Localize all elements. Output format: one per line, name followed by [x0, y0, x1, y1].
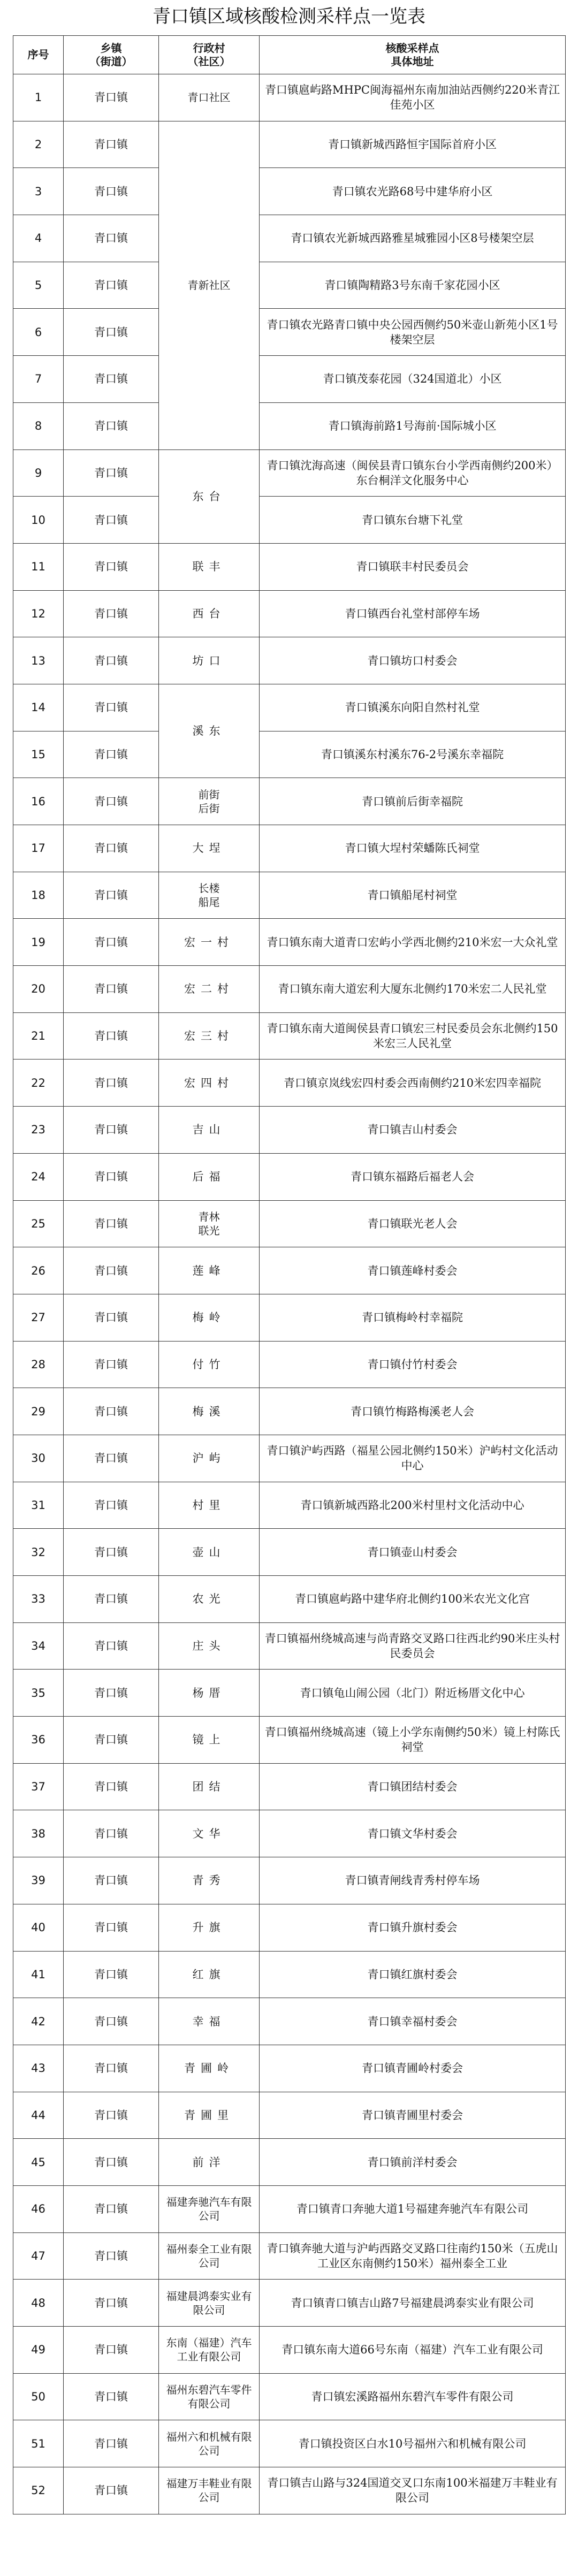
row-seq: 5 [13, 262, 64, 309]
row-village: 东台 [159, 449, 260, 543]
row-village: 青圃岭 [159, 2045, 260, 2092]
row-site-address: 青口镇吉山路与324国道交叉口东南100米福建万丰鞋业有限公司 [260, 2467, 566, 2514]
row-town: 青口镇 [64, 731, 159, 778]
row-town: 青口镇 [64, 2280, 159, 2327]
table-row [13, 731, 566, 778]
header-row [13, 36, 566, 74]
row-seq: 21 [13, 1012, 64, 1060]
table-row [13, 449, 566, 497]
row-village: 联丰 [159, 543, 260, 590]
table-row [13, 1810, 566, 1857]
row-village: 宏二村 [159, 966, 260, 1013]
row-town: 青口镇 [64, 168, 159, 215]
row-seq: 29 [13, 1388, 64, 1435]
table-row [13, 2327, 566, 2374]
row-site-address: 青口镇宏溪路福州东碧汽车零件有限公司 [260, 2373, 566, 2420]
table-row [13, 825, 566, 872]
row-village: 宏一村 [159, 919, 260, 966]
table-row [13, 1341, 566, 1388]
row-site-address: 青口镇沪屿西路（福星公园北侧约150米）沪屿村文化活动中心 [260, 1435, 566, 1482]
table-row [13, 168, 566, 215]
row-town: 青口镇 [64, 497, 159, 544]
row-town: 青口镇 [64, 1951, 159, 1998]
row-site-address: 青口镇联光老人会 [260, 1200, 566, 1247]
table-row [13, 1576, 566, 1623]
row-town: 青口镇 [64, 543, 159, 590]
row-seq: 4 [13, 215, 64, 262]
row-seq: 24 [13, 1153, 64, 1200]
row-village: 村里 [159, 1482, 260, 1529]
row-seq: 30 [13, 1435, 64, 1482]
table-row [13, 1717, 566, 1764]
row-site-address: 青口镇扈屿路中建华府北侧约100米农光文化宫 [260, 1576, 566, 1623]
header-town-line-1: 乡镇 [100, 41, 122, 55]
header-village [159, 36, 260, 74]
table-row [13, 74, 566, 121]
row-site-address: 青口镇付竹村委会 [260, 1341, 566, 1388]
row-village: 农光 [159, 1576, 260, 1623]
row-site-address: 青口镇龟山闹公园（北门）附近杨厝文化中心 [260, 1670, 566, 1717]
row-village: 青圃里 [159, 2092, 260, 2139]
row-seq: 28 [13, 1341, 64, 1388]
row-site-address: 青口镇幸福村委会 [260, 1998, 566, 2045]
header-seq-line: 序号 [27, 48, 49, 61]
row-village: 吉山 [159, 1107, 260, 1154]
table-row [13, 1247, 566, 1294]
row-town: 青口镇 [64, 1435, 159, 1482]
row-village: 庄头 [159, 1622, 260, 1670]
table-row [13, 1763, 566, 1810]
header-site-line-2: 具体地址 [391, 55, 434, 68]
row-seq: 48 [13, 2280, 64, 2327]
row-village: 杨厝 [159, 1670, 260, 1717]
row-seq: 40 [13, 1904, 64, 1951]
row-town: 青口镇 [64, 1904, 159, 1951]
header-site [260, 36, 566, 74]
row-site-address: 青口镇福州绕城高速与尚青路交叉路口往西北约90米庄头村民委员会 [260, 1622, 566, 1670]
row-town: 青口镇 [64, 1200, 159, 1247]
table-row [13, 684, 566, 731]
row-site-address: 青口镇海前路1号海前·国际城小区 [260, 402, 566, 449]
row-town: 青口镇 [64, 1247, 159, 1294]
row-site-address: 青口镇升旗村委会 [260, 1904, 566, 1951]
row-seq: 44 [13, 2092, 64, 2139]
row-village: 付竹 [159, 1341, 260, 1388]
row-town: 青口镇 [64, 215, 159, 262]
table-row [13, 872, 566, 919]
row-village: 镜上 [159, 1717, 260, 1764]
row-town: 青口镇 [64, 2327, 159, 2374]
row-village: 沪屿 [159, 1435, 260, 1482]
row-town: 青口镇 [64, 1857, 159, 1904]
row-town: 青口镇 [64, 966, 159, 1013]
table-row [13, 262, 566, 309]
row-town: 青口镇 [64, 262, 159, 309]
row-site-address: 青口镇农光路青口镇中央公园西侧约50米壶山新苑小区1号楼架空层 [260, 309, 566, 356]
row-seq: 22 [13, 1060, 64, 1107]
table-row [13, 1529, 566, 1576]
header-village-line-1: 行政村 [193, 41, 225, 55]
row-site-address: 青口镇新城西路恒宇国际首府小区 [260, 121, 566, 168]
row-site-address: 青口镇东南大道宏利大厦东北侧约170米宏二人民礼堂 [260, 966, 566, 1013]
row-town: 青口镇 [64, 590, 159, 637]
row-seq: 7 [13, 356, 64, 403]
row-seq: 14 [13, 684, 64, 731]
row-town: 青口镇 [64, 637, 159, 684]
row-seq: 49 [13, 2327, 64, 2374]
row-seq: 31 [13, 1482, 64, 1529]
row-village: 红旗 [159, 1951, 260, 1998]
row-village: 宏三村 [159, 1012, 260, 1060]
row-site-address: 青口镇新城西路北200米村里村文化活动中心 [260, 1482, 566, 1529]
row-town: 青口镇 [64, 2232, 159, 2280]
document-title: 青口镇区域核酸检测采样点一览表 [153, 6, 425, 27]
table-row [13, 309, 566, 356]
table-row [13, 2045, 566, 2092]
table-row [13, 1153, 566, 1200]
table-row [13, 402, 566, 449]
row-town: 青口镇 [64, 121, 159, 168]
row-town: 青口镇 [64, 1576, 159, 1623]
row-site-address: 青口镇大埕村荣蟠陈氏祠堂 [260, 825, 566, 872]
row-seq: 11 [13, 543, 64, 590]
row-site-address: 青口镇茂泰花园（324国道北）小区 [260, 356, 566, 403]
row-town: 青口镇 [64, 309, 159, 356]
row-seq: 23 [13, 1107, 64, 1154]
row-site-address: 青口镇青闸线青秀村停车场 [260, 1857, 566, 1904]
table-row [13, 590, 566, 637]
row-site-address: 青口镇奔驰大道与沪屿西路交叉路口往南约150米（五虎山工业区东南侧约150米）福州泰全工业 [260, 2232, 566, 2280]
row-site-address: 青口镇东南大道青口宏屿小学西北侧约210米宏一大众礼堂 [260, 919, 566, 966]
row-seq: 19 [13, 919, 64, 966]
row-village: 东南（福建）汽车工业有限公司 [159, 2327, 260, 2374]
table-row [13, 356, 566, 403]
row-town: 青口镇 [64, 2045, 159, 2092]
row-village: 幸福 [159, 1998, 260, 2045]
row-town: 青口镇 [64, 2139, 159, 2186]
row-town: 青口镇 [64, 74, 159, 121]
row-town: 青口镇 [64, 2092, 159, 2139]
row-site-address: 青口镇梅岭村幸福院 [260, 1294, 566, 1341]
row-village: 青林 联光 [159, 1200, 260, 1247]
table-row [13, 637, 566, 684]
row-seq: 12 [13, 590, 64, 637]
row-seq: 41 [13, 1951, 64, 1998]
row-site-address: 青口镇壶山村委会 [260, 1529, 566, 1576]
row-seq: 38 [13, 1810, 64, 1857]
row-site-address: 青口镇前洋村委会 [260, 2139, 566, 2186]
row-village: 壶山 [159, 1529, 260, 1576]
row-village: 梅岭 [159, 1294, 260, 1341]
row-town: 青口镇 [64, 1388, 159, 1435]
row-site-address: 青口镇东福路后福老人会 [260, 1153, 566, 1200]
row-site-address: 青口镇坊口村委会 [260, 637, 566, 684]
row-seq: 32 [13, 1529, 64, 1576]
row-seq: 1 [13, 74, 64, 121]
row-village: 长楼 船尾 [159, 872, 260, 919]
row-town: 青口镇 [64, 1622, 159, 1670]
row-village: 青新社区 [159, 121, 260, 449]
row-town: 青口镇 [64, 2420, 159, 2467]
row-town: 青口镇 [64, 919, 159, 966]
header-town-line-2: （街道） [89, 55, 133, 68]
row-site-address: 青口镇东台塘下礼堂 [260, 497, 566, 544]
row-town: 青口镇 [64, 684, 159, 731]
sampling-sites-table [13, 35, 566, 2514]
row-seq: 8 [13, 402, 64, 449]
row-site-address: 青口镇投资区白水10号福州六和机械有限公司 [260, 2420, 566, 2467]
row-village: 宏四村 [159, 1060, 260, 1107]
row-town: 青口镇 [64, 1670, 159, 1717]
table-row [13, 1060, 566, 1107]
row-seq: 35 [13, 1670, 64, 1717]
row-seq: 13 [13, 637, 64, 684]
row-site-address: 青口镇溪东向阳自然村礼堂 [260, 684, 566, 731]
row-village: 团结 [159, 1763, 260, 1810]
table-row [13, 2280, 566, 2327]
row-site-address: 青口镇船尾村祠堂 [260, 872, 566, 919]
row-seq: 39 [13, 1857, 64, 1904]
table-row [13, 1200, 566, 1247]
row-seq: 20 [13, 966, 64, 1013]
row-site-address: 青口镇青圃里村委会 [260, 2092, 566, 2139]
row-seq: 9 [13, 449, 64, 497]
table-row [13, 1012, 566, 1060]
row-town: 青口镇 [64, 356, 159, 403]
row-seq: 26 [13, 1247, 64, 1294]
row-town: 青口镇 [64, 402, 159, 449]
row-site-address: 青口镇京岚线宏四村委会西南侧约210米宏四幸福院 [260, 1060, 566, 1107]
row-town: 青口镇 [64, 1107, 159, 1154]
row-town: 青口镇 [64, 1998, 159, 2045]
row-site-address: 青口镇扈屿路MHPC闽海福州东南加油站西侧约220米青江佳苑小区 [260, 74, 566, 121]
row-seq: 51 [13, 2420, 64, 2467]
row-site-address: 青口镇东南大道66号东南（福建）汽车工业有限公司 [260, 2327, 566, 2374]
row-town: 青口镇 [64, 1529, 159, 1576]
table-row [13, 1388, 566, 1435]
row-village: 梅溪 [159, 1388, 260, 1435]
row-village: 前洋 [159, 2139, 260, 2186]
row-village: 溪东 [159, 684, 260, 778]
row-site-address: 青口镇沈海高速（闽侯县青口镇东台小学西南侧约200米）东台桐洋文化服务中心 [260, 449, 566, 497]
row-seq: 15 [13, 731, 64, 778]
table-row [13, 2420, 566, 2467]
row-seq: 52 [13, 2467, 64, 2514]
table-row [13, 543, 566, 590]
row-town: 青口镇 [64, 825, 159, 872]
row-site-address: 青口镇青圃岭村委会 [260, 2045, 566, 2092]
row-site-address: 青口镇青口奔驰大道1号福建奔驰汽车有限公司 [260, 2185, 566, 2232]
table-row [13, 966, 566, 1013]
row-site-address: 青口镇红旗村委会 [260, 1951, 566, 1998]
table-row [13, 2092, 566, 2139]
row-town: 青口镇 [64, 1482, 159, 1529]
header-site-line-1: 核酸采样点 [385, 41, 439, 55]
table-row [13, 2185, 566, 2232]
row-seq: 46 [13, 2185, 64, 2232]
row-town: 青口镇 [64, 1060, 159, 1107]
table-row [13, 1998, 566, 2045]
row-village: 前街 后街 [159, 778, 260, 825]
row-village: 升旗 [159, 1904, 260, 1951]
row-village: 福建奔驰汽车有限公司 [159, 2185, 260, 2232]
row-town: 青口镇 [64, 1012, 159, 1060]
row-site-address: 青口镇莲峰村委会 [260, 1247, 566, 1294]
table-row [13, 2232, 566, 2280]
table-row [13, 2139, 566, 2186]
row-seq: 27 [13, 1294, 64, 1341]
row-site-address: 青口镇团结村委会 [260, 1763, 566, 1810]
row-town: 青口镇 [64, 1810, 159, 1857]
table-row [13, 1622, 566, 1670]
row-village: 福建万丰鞋业有限公司 [159, 2467, 260, 2514]
row-village: 后福 [159, 1153, 260, 1200]
row-seq: 34 [13, 1622, 64, 1670]
table-row [13, 1107, 566, 1154]
row-village: 青秀 [159, 1857, 260, 1904]
row-village: 西台 [159, 590, 260, 637]
row-town: 青口镇 [64, 2373, 159, 2420]
table-row [13, 1294, 566, 1341]
table-row [13, 1482, 566, 1529]
row-seq: 25 [13, 1200, 64, 1247]
row-site-address: 青口镇西台礼堂村部停车场 [260, 590, 566, 637]
row-seq: 36 [13, 1717, 64, 1764]
row-village: 青口社区 [159, 74, 260, 121]
row-seq: 16 [13, 778, 64, 825]
row-site-address: 青口镇溪东村溪东76-2号溪东幸福院 [260, 731, 566, 778]
row-site-address: 青口镇农光新城西路雅星城雅园小区8号楼架空层 [260, 215, 566, 262]
table-row [13, 215, 566, 262]
row-town: 青口镇 [64, 1717, 159, 1764]
row-site-address: 青口镇青口镇吉山路7号福建晨鸿泰实业有限公司 [260, 2280, 566, 2327]
row-village: 福建晨鸿泰实业有限公司 [159, 2280, 260, 2327]
row-site-address: 青口镇联丰村民委员会 [260, 543, 566, 590]
row-town: 青口镇 [64, 1153, 159, 1200]
row-seq: 43 [13, 2045, 64, 2092]
table-row [13, 778, 566, 825]
row-village: 福州六和机械有限公司 [159, 2420, 260, 2467]
header-town [64, 36, 159, 74]
row-site-address: 青口镇福州绕城高速（镜上小学东南侧约50米）镜上村陈氏祠堂 [260, 1717, 566, 1764]
row-seq: 10 [13, 497, 64, 544]
row-town: 青口镇 [64, 778, 159, 825]
table-row [13, 1435, 566, 1482]
table-row [13, 121, 566, 168]
row-seq: 50 [13, 2373, 64, 2420]
row-town: 青口镇 [64, 1763, 159, 1810]
table-row [13, 1904, 566, 1951]
row-seq: 2 [13, 121, 64, 168]
row-village: 文华 [159, 1810, 260, 1857]
row-seq: 33 [13, 1576, 64, 1623]
row-village: 莲峰 [159, 1247, 260, 1294]
row-seq: 17 [13, 825, 64, 872]
table-row [13, 2467, 566, 2514]
row-site-address: 青口镇前后街幸福院 [260, 778, 566, 825]
header-seq [13, 36, 64, 74]
table-row [13, 1670, 566, 1717]
table-row [13, 919, 566, 966]
row-village: 福州泰全工业有限公司 [159, 2232, 260, 2280]
row-seq: 37 [13, 1763, 64, 1810]
row-village: 坊口 [159, 637, 260, 684]
header-village-line-2: （社区） [187, 55, 231, 68]
row-town: 青口镇 [64, 872, 159, 919]
table-row [13, 1857, 566, 1904]
row-seq: 45 [13, 2139, 64, 2186]
table-row [13, 1951, 566, 1998]
row-site-address: 青口镇农光路68号中建华府小区 [260, 168, 566, 215]
row-site-address: 青口镇文华村委会 [260, 1810, 566, 1857]
row-town: 青口镇 [64, 449, 159, 497]
row-seq: 6 [13, 309, 64, 356]
row-village: 大埕 [159, 825, 260, 872]
row-seq: 18 [13, 872, 64, 919]
row-town: 青口镇 [64, 2185, 159, 2232]
row-seq: 3 [13, 168, 64, 215]
row-seq: 42 [13, 1998, 64, 2045]
table-row [13, 497, 566, 544]
row-village: 福州东碧汽车零件有限公司 [159, 2373, 260, 2420]
row-site-address: 青口镇东南大道闽侯县青口镇宏三村民委员会东北侧约150米宏三人民礼堂 [260, 1012, 566, 1060]
row-site-address: 青口镇竹梅路梅溪老人会 [260, 1388, 566, 1435]
row-town: 青口镇 [64, 1341, 159, 1388]
row-town: 青口镇 [64, 1294, 159, 1341]
row-town: 青口镇 [64, 2467, 159, 2514]
row-seq: 47 [13, 2232, 64, 2280]
table-row [13, 2373, 566, 2420]
row-site-address: 青口镇陶精路3号东南千家花园小区 [260, 262, 566, 309]
row-site-address: 青口镇吉山村委会 [260, 1107, 566, 1154]
